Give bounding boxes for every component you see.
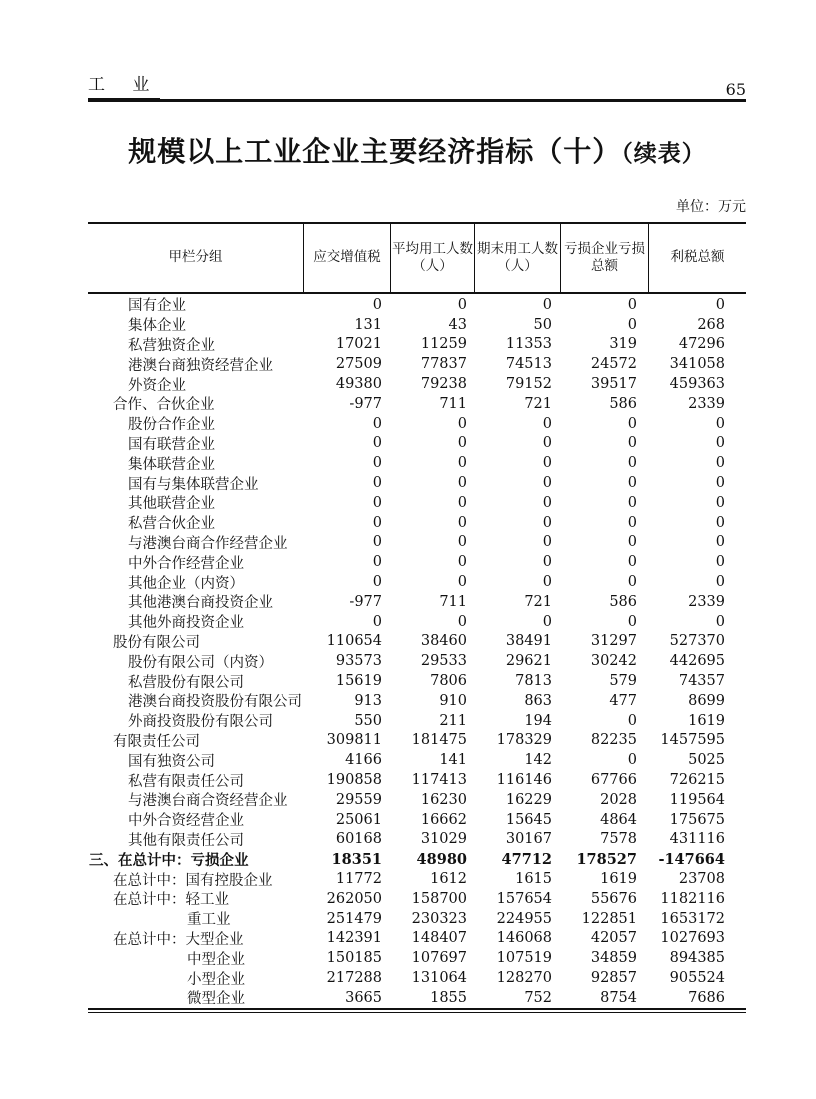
cell-value: 0 xyxy=(372,455,382,472)
cell-value: 107697 xyxy=(411,950,467,967)
cell-value: 16662 xyxy=(420,811,467,828)
column-header: 期末用工人数 （人） xyxy=(474,224,560,292)
cell-value: 122851 xyxy=(581,910,637,927)
table-row xyxy=(88,929,746,949)
cell-value: 25061 xyxy=(335,811,382,828)
cell-value: 29621 xyxy=(505,653,552,670)
cell-value: 752 xyxy=(524,989,552,1006)
cell-value: 0 xyxy=(542,455,552,472)
row-label: 中外合资经营企业 xyxy=(128,813,244,830)
cell-value: 131 xyxy=(354,316,382,333)
table-row xyxy=(88,374,746,394)
row-label: 小型企业 xyxy=(187,971,245,988)
table-row xyxy=(88,414,746,434)
cell-value: 0 xyxy=(542,554,552,571)
cell-value: 110654 xyxy=(326,633,382,650)
row-label: 外资企业 xyxy=(128,377,186,394)
cell-value: 190858 xyxy=(326,772,382,789)
cell-value: 92857 xyxy=(590,969,637,986)
page-number: 65 xyxy=(725,80,746,99)
cell-value: 47712 xyxy=(501,850,552,868)
table-row xyxy=(88,493,746,513)
cell-value: 0 xyxy=(457,494,467,511)
cell-value: 150185 xyxy=(326,950,382,967)
cell-value: 268 xyxy=(697,316,725,333)
cell-value: 711 xyxy=(439,593,467,610)
table-row xyxy=(88,592,746,612)
row-label: 合作、合伙企业 xyxy=(113,397,215,414)
cell-value: 29533 xyxy=(420,653,467,670)
title-main: 规模以上工业企业主要经济指标（十） xyxy=(128,135,622,168)
cell-value: 0 xyxy=(457,415,467,432)
row-label: 私营股份有限公司 xyxy=(128,674,244,691)
cell-value: 0 xyxy=(715,574,725,591)
table-row xyxy=(88,354,746,374)
row-label: 国有联营企业 xyxy=(128,436,215,453)
cell-value: 128270 xyxy=(496,969,552,986)
cell-value: 178329 xyxy=(496,732,552,749)
cell-value: 175675 xyxy=(669,811,725,828)
table-row xyxy=(88,790,746,810)
cell-value: 16229 xyxy=(505,791,552,808)
row-label: 其他联营企业 xyxy=(128,496,215,513)
cell-value: 2339 xyxy=(688,395,725,412)
cell-value: 0 xyxy=(372,475,382,492)
table-bottom-rule xyxy=(88,1008,746,1013)
table-row xyxy=(88,671,746,691)
cell-value: 0 xyxy=(457,455,467,472)
table-row xyxy=(88,770,746,790)
cell-value: 711 xyxy=(439,395,467,412)
cell-value: 29559 xyxy=(335,791,382,808)
cell-value: 0 xyxy=(457,296,467,313)
cell-value: 586 xyxy=(609,395,637,412)
row-label: 有限责任公司 xyxy=(113,733,200,750)
table-row xyxy=(88,830,746,850)
row-label: 微型企业 xyxy=(187,991,245,1008)
row-label: 与港澳台商合作经营企业 xyxy=(128,535,288,552)
cell-value: -977 xyxy=(349,395,382,412)
row-label: 重工业 xyxy=(187,912,231,929)
table-row xyxy=(88,849,746,869)
cell-value: 0 xyxy=(542,296,552,313)
cell-value: 7578 xyxy=(600,831,637,848)
table-row xyxy=(88,731,746,751)
row-label: 国有企业 xyxy=(128,298,186,315)
table-row xyxy=(88,909,746,929)
cell-value: 894385 xyxy=(669,950,725,967)
cell-value: 0 xyxy=(627,752,637,769)
row-label: 私营独资企业 xyxy=(128,338,215,354)
cell-value: 42057 xyxy=(590,930,637,947)
row-label: 其他有限责任公司 xyxy=(128,832,244,849)
cell-value: 442695 xyxy=(669,653,725,670)
cell-value: 721 xyxy=(524,593,552,610)
cell-value: 34859 xyxy=(590,950,637,967)
cell-value: 0 xyxy=(457,554,467,571)
table-row xyxy=(88,691,746,711)
cell-value: 0 xyxy=(542,534,552,551)
data-table xyxy=(88,222,746,1013)
cell-value: 48980 xyxy=(416,850,467,868)
cell-value: 0 xyxy=(457,475,467,492)
column-header: 平均用工人数 （人） xyxy=(390,224,474,292)
cell-value: 1182116 xyxy=(660,890,725,907)
cell-value: 4166 xyxy=(345,752,382,769)
cell-value: 0 xyxy=(627,574,637,591)
cell-value: 431116 xyxy=(669,831,725,848)
cell-value: 262050 xyxy=(326,890,382,907)
cell-value: 142 xyxy=(524,752,552,769)
cell-value: 119564 xyxy=(669,791,725,808)
cell-value: 1619 xyxy=(600,871,637,887)
cell-value: 27509 xyxy=(335,356,382,373)
cell-value: 721 xyxy=(524,395,552,412)
cell-value: 0 xyxy=(627,316,637,333)
row-label: 在总计中：大型企业 xyxy=(113,931,244,948)
cell-value: 726215 xyxy=(669,772,725,789)
cell-value: 224955 xyxy=(496,910,552,927)
cell-value: 15619 xyxy=(335,673,382,690)
row-label: 其他港澳台商投资企业 xyxy=(128,595,273,612)
cell-value: 7686 xyxy=(688,989,725,1006)
table-body xyxy=(88,294,746,1008)
cell-value: 0 xyxy=(372,613,382,630)
cell-value: 5025 xyxy=(688,752,725,769)
cell-value: 319 xyxy=(609,336,637,353)
cell-value: 0 xyxy=(457,514,467,531)
cell-value: 0 xyxy=(372,415,382,432)
row-label: 港澳台商独资经营企业 xyxy=(128,357,273,374)
cell-value: 67766 xyxy=(590,772,637,789)
cell-value: 38491 xyxy=(505,633,552,650)
row-label: 集体联营企业 xyxy=(128,456,215,473)
cell-value: 0 xyxy=(542,435,552,452)
unit-note: 单位：万元 xyxy=(676,199,746,215)
cell-value: 0 xyxy=(627,712,637,729)
table-row xyxy=(88,315,746,335)
row-label: 股份有限公司 xyxy=(113,634,200,651)
cell-value: 0 xyxy=(542,494,552,511)
cell-value: 79238 xyxy=(420,376,467,393)
cell-value: 0 xyxy=(372,534,382,551)
cell-value: 31297 xyxy=(590,633,637,650)
cell-value: 141 xyxy=(439,752,467,769)
table-row xyxy=(88,394,746,414)
cell-value: 47296 xyxy=(678,336,725,353)
cell-value: 0 xyxy=(627,534,637,551)
cell-value: 0 xyxy=(542,514,552,531)
table-row xyxy=(88,453,746,473)
chapter-label: 工 业 xyxy=(88,70,160,99)
cell-value: 148407 xyxy=(411,930,467,947)
cell-value: 863 xyxy=(524,692,552,709)
cell-value: 30167 xyxy=(505,831,552,848)
table-row xyxy=(88,572,746,592)
cell-value: 1619 xyxy=(688,712,725,729)
row-label: 港澳台商投资股份有限公司 xyxy=(128,694,302,711)
cell-value: 1653172 xyxy=(660,910,725,927)
cell-value: 905524 xyxy=(669,969,725,986)
cell-value: 7813 xyxy=(515,673,552,690)
cell-value: 0 xyxy=(372,574,382,591)
row-label: 三、在总计中：亏损企业 xyxy=(89,851,249,869)
cell-value: 550 xyxy=(354,712,382,729)
cell-value: 18351 xyxy=(331,850,382,868)
cell-value: 7806 xyxy=(430,673,467,690)
cell-value: 341058 xyxy=(669,356,725,373)
cell-value: 4864 xyxy=(600,811,637,828)
table-row xyxy=(88,948,746,968)
cell-value: 50 xyxy=(533,316,552,333)
cell-value: 131064 xyxy=(411,969,467,986)
table-row xyxy=(88,988,746,1008)
cell-value: 0 xyxy=(542,475,552,492)
cell-value: 0 xyxy=(372,296,382,313)
table-row xyxy=(88,711,746,731)
cell-value: 0 xyxy=(457,613,467,630)
cell-value: -977 xyxy=(349,593,382,610)
cell-value: 23708 xyxy=(678,871,725,887)
cell-value: 107519 xyxy=(496,950,552,967)
cell-value: 31029 xyxy=(420,831,467,848)
cell-value: 0 xyxy=(627,296,637,313)
cell-value: 74513 xyxy=(505,356,552,373)
cell-value: 230323 xyxy=(411,910,467,927)
column-header: 甲栏分组 xyxy=(168,249,223,266)
cell-value: 1855 xyxy=(430,989,467,1006)
cell-value: 38460 xyxy=(420,633,467,650)
cell-value: 0 xyxy=(715,296,725,313)
table-row xyxy=(88,612,746,632)
column-header: 利税总额 xyxy=(648,224,746,292)
table-row xyxy=(88,533,746,553)
cell-value: 459363 xyxy=(669,376,725,393)
cell-value: 142391 xyxy=(326,930,382,947)
cell-value: 579 xyxy=(609,673,637,690)
cell-value: 0 xyxy=(457,534,467,551)
cell-value: 11772 xyxy=(335,871,382,887)
cell-value: 0 xyxy=(715,455,725,472)
row-label: 外商投资股份有限公司 xyxy=(128,714,273,731)
cell-value: 1457595 xyxy=(660,732,725,749)
table-header-row xyxy=(88,222,746,294)
cell-value: 181475 xyxy=(411,732,467,749)
table-row xyxy=(88,335,746,355)
cell-value: 0 xyxy=(715,514,725,531)
cell-value: 11353 xyxy=(505,336,552,353)
column-header: 亏损企业亏损 总额 xyxy=(560,224,648,292)
cell-value: 0 xyxy=(542,415,552,432)
row-label: 国有与集体联营企业 xyxy=(128,476,259,493)
cell-value: 146068 xyxy=(496,930,552,947)
cell-value: 0 xyxy=(715,415,725,432)
cell-value: 79152 xyxy=(505,376,552,393)
cell-value: 0 xyxy=(457,435,467,452)
table-row xyxy=(88,750,746,770)
cell-value: 2028 xyxy=(600,791,637,808)
cell-value: 60168 xyxy=(335,831,382,848)
header-rule xyxy=(88,99,746,102)
cell-value: 43 xyxy=(448,316,467,333)
column-header: 应交增值税 xyxy=(303,224,390,292)
row-label: 私营有限责任公司 xyxy=(128,773,244,790)
cell-value: 17021 xyxy=(335,336,382,353)
cell-value: 1612 xyxy=(430,871,467,887)
cell-value: 0 xyxy=(715,435,725,452)
cell-value: 55676 xyxy=(590,890,637,907)
row-label: 其他企业（内资） xyxy=(128,575,244,592)
cell-value: 24572 xyxy=(590,356,637,373)
cell-value: 251479 xyxy=(326,910,382,927)
table-row xyxy=(88,473,746,493)
table-row xyxy=(88,869,746,889)
cell-value: 82235 xyxy=(590,732,637,749)
table-row xyxy=(88,968,746,988)
cell-value: 0 xyxy=(715,475,725,492)
cell-value: 0 xyxy=(715,534,725,551)
cell-value: 0 xyxy=(627,455,637,472)
running-header xyxy=(88,70,746,99)
row-label: 股份有限公司（内资） xyxy=(128,654,273,671)
cell-value: 74357 xyxy=(678,673,725,690)
cell-value: 11259 xyxy=(420,336,467,353)
row-label: 其他外商投资企业 xyxy=(128,615,244,632)
cell-value: 194 xyxy=(524,712,552,729)
cell-value: 77837 xyxy=(420,356,467,373)
row-label: 国有独资公司 xyxy=(128,753,215,770)
cell-value: 586 xyxy=(609,593,637,610)
cell-value: 116146 xyxy=(496,772,552,789)
table-row xyxy=(88,434,746,454)
cell-value: 2339 xyxy=(688,593,725,610)
table-row xyxy=(88,513,746,533)
table-row xyxy=(88,889,746,909)
cell-value: 0 xyxy=(627,435,637,452)
cell-value: 8699 xyxy=(688,692,725,709)
cell-value: 217288 xyxy=(326,969,382,986)
row-label: 中外合作经营企业 xyxy=(128,555,244,572)
cell-value: 477 xyxy=(609,692,637,709)
cell-value: 49380 xyxy=(335,376,382,393)
cell-value: 1615 xyxy=(515,871,552,887)
row-label: 集体企业 xyxy=(128,318,186,335)
cell-value: 0 xyxy=(715,613,725,630)
cell-value: 309811 xyxy=(326,732,382,749)
cell-value: 157654 xyxy=(496,890,552,907)
cell-value: 15645 xyxy=(505,811,552,828)
cell-value: -147664 xyxy=(658,850,725,868)
cell-value: 0 xyxy=(457,574,467,591)
cell-value: 211 xyxy=(439,712,467,729)
cell-value: 178527 xyxy=(576,850,637,868)
cell-value: 1027693 xyxy=(660,930,725,947)
cell-value: 0 xyxy=(627,415,637,432)
cell-value: 0 xyxy=(372,514,382,531)
cell-value: 0 xyxy=(372,554,382,571)
cell-value: 8754 xyxy=(600,989,637,1006)
row-label: 在总计中：轻工业 xyxy=(113,892,229,909)
cell-value: 0 xyxy=(627,475,637,492)
row-label: 在总计中：国有控股企业 xyxy=(113,872,273,889)
table-row xyxy=(88,651,746,671)
cell-value: 0 xyxy=(715,554,725,571)
cell-value: 39517 xyxy=(590,376,637,393)
cell-value: 30242 xyxy=(590,653,637,670)
cell-value: 0 xyxy=(627,514,637,531)
cell-value: 527370 xyxy=(669,633,725,650)
cell-value: 3665 xyxy=(345,989,382,1006)
row-label: 与港澳台商合资经营企业 xyxy=(128,793,288,810)
cell-value: 93573 xyxy=(335,653,382,670)
page-title xyxy=(88,130,746,170)
cell-value: 0 xyxy=(627,494,637,511)
row-label: 股份合作企业 xyxy=(128,417,215,434)
cell-value: 0 xyxy=(627,613,637,630)
row-label: 私营合伙企业 xyxy=(128,516,215,533)
table-row xyxy=(88,552,746,572)
cell-value: 913 xyxy=(354,692,382,709)
cell-value: 16230 xyxy=(420,791,467,808)
cell-value: 910 xyxy=(439,692,467,709)
cell-value: 0 xyxy=(542,613,552,630)
table-row xyxy=(88,632,746,652)
cell-value: 117413 xyxy=(411,772,467,789)
cell-value: 0 xyxy=(627,554,637,571)
cell-value: 0 xyxy=(372,494,382,511)
table-row xyxy=(88,810,746,830)
cell-value: 158700 xyxy=(411,890,467,907)
row-label: 中型企业 xyxy=(187,951,245,968)
cell-value: 0 xyxy=(542,574,552,591)
cell-value: 0 xyxy=(715,494,725,511)
cell-value: 0 xyxy=(372,435,382,452)
title-suffix: （续表） xyxy=(621,140,706,167)
table-row xyxy=(88,295,746,315)
